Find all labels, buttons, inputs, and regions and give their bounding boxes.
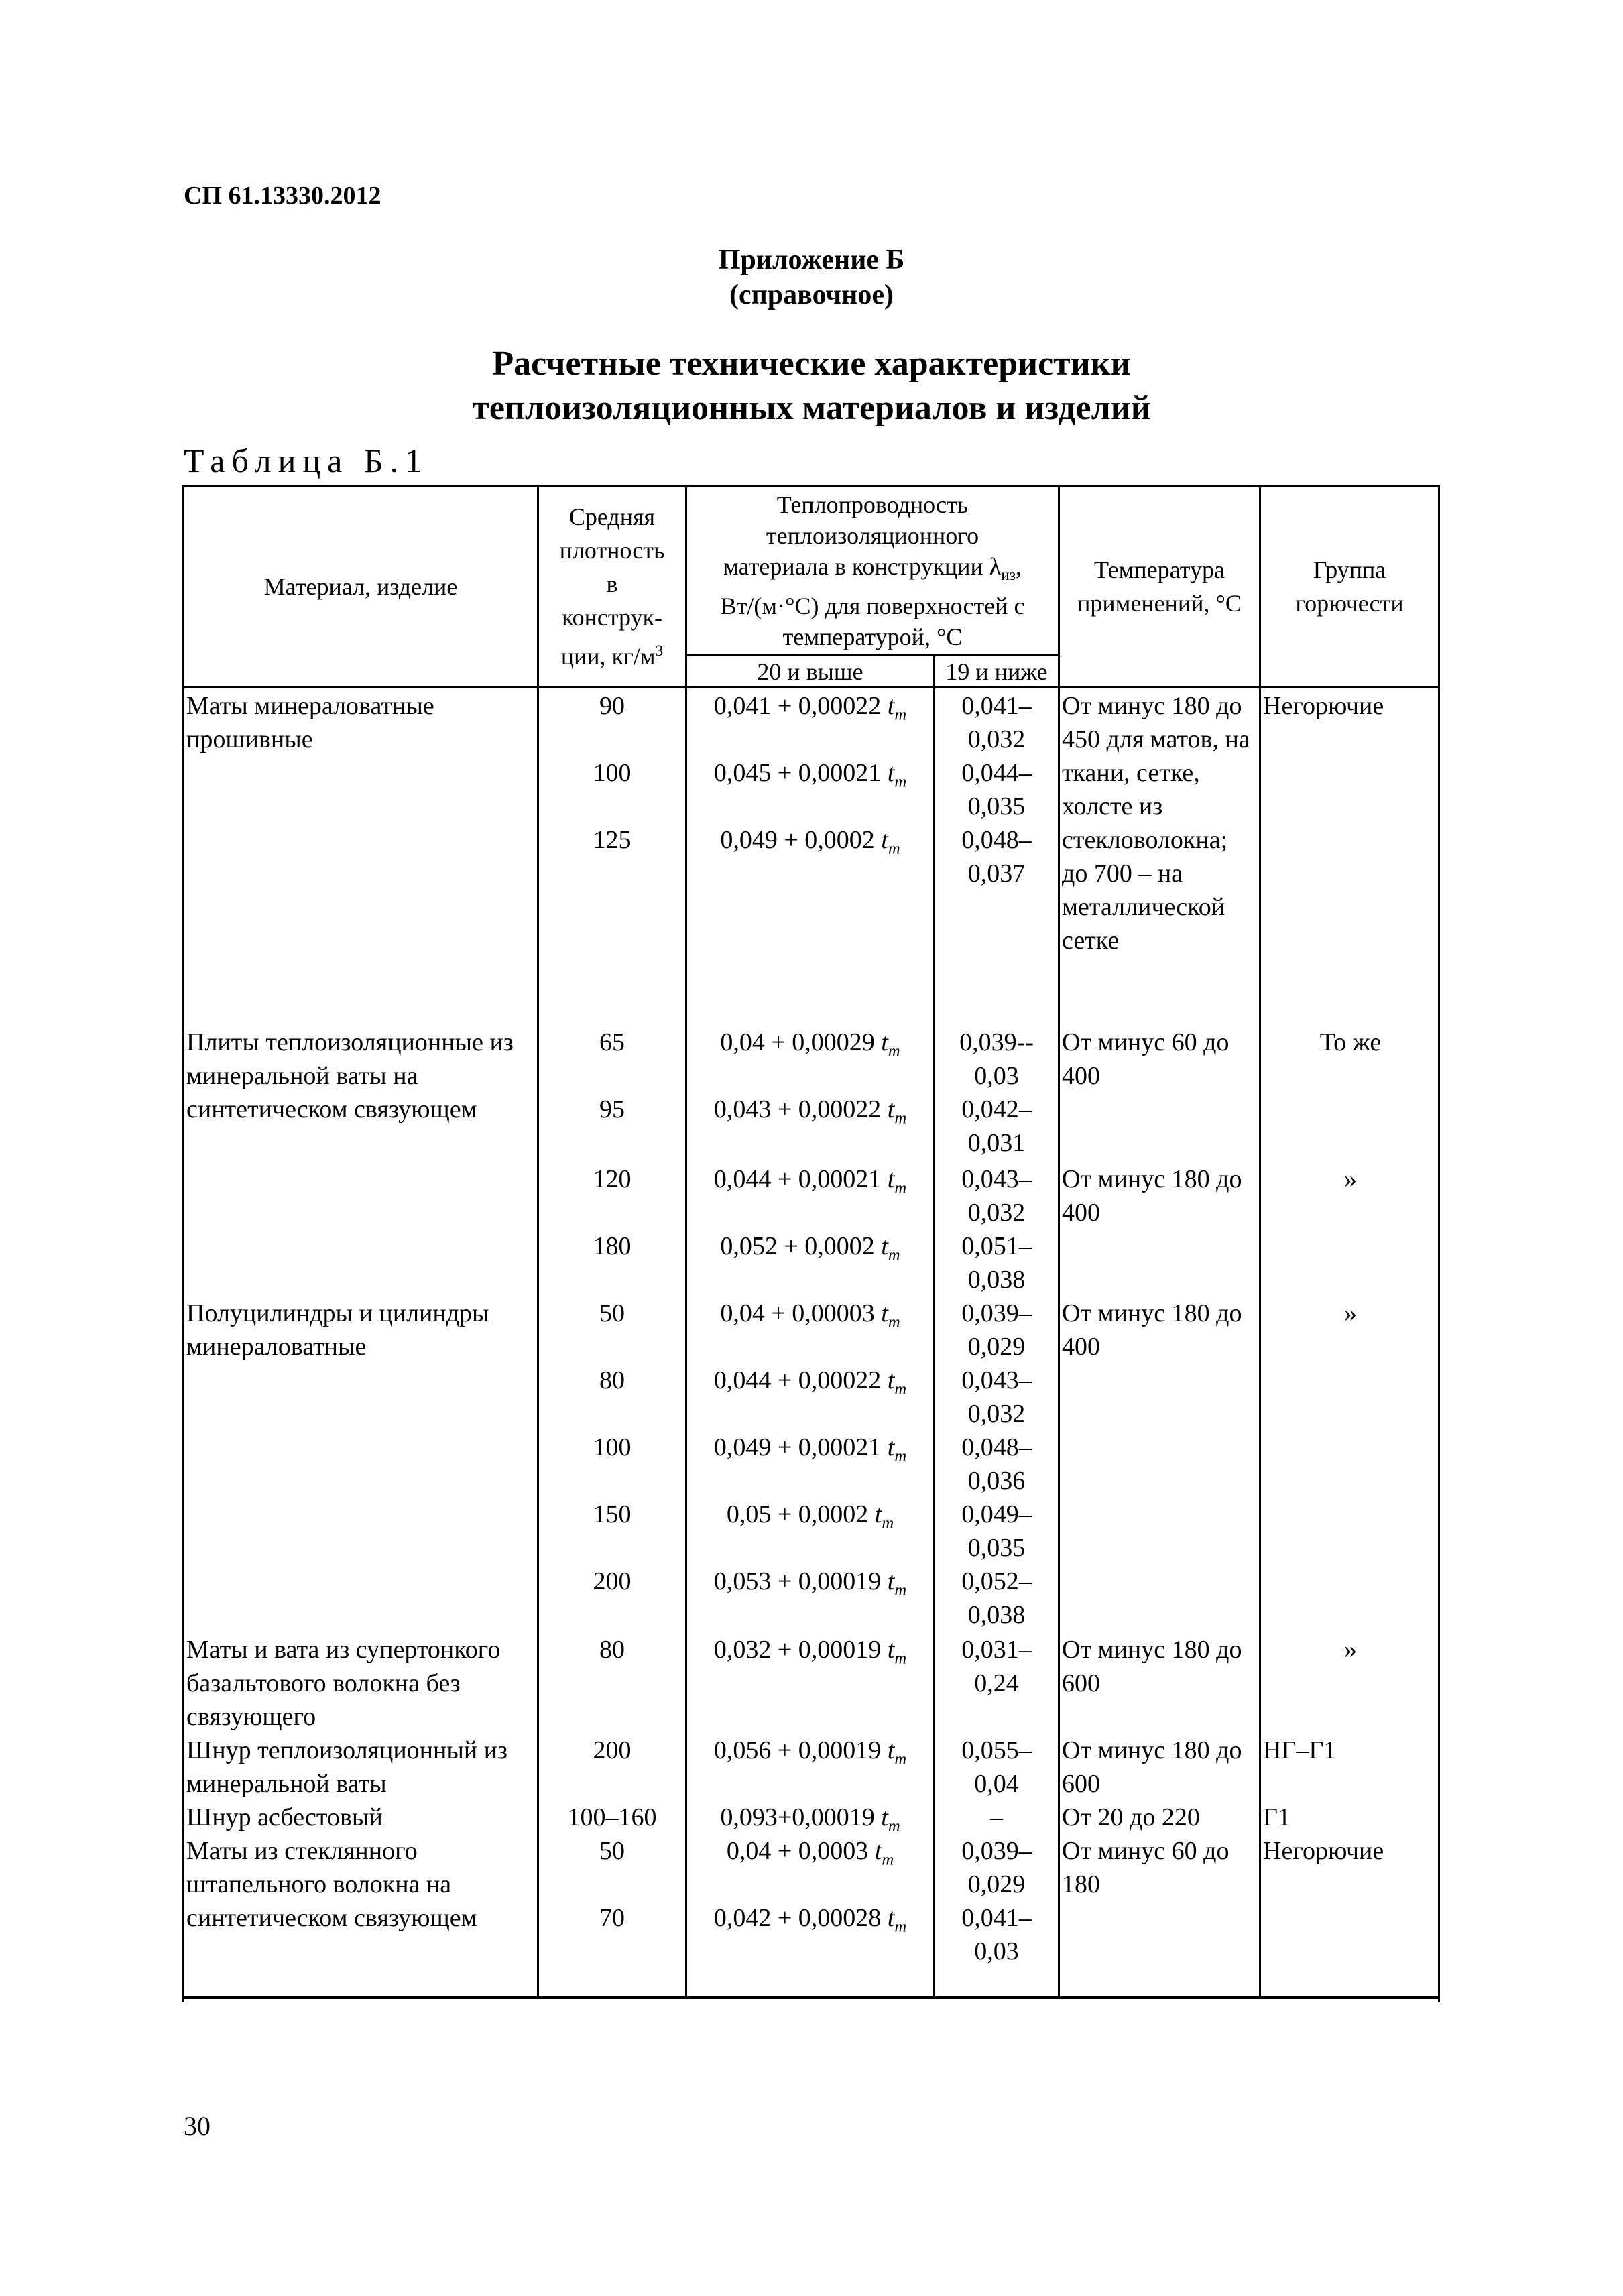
col-divider [1058, 485, 1060, 1998]
table-cell-formula: 0,053 + 0,00019 $t_m$ [713, 1567, 907, 1599]
page-title [0, 342, 1623, 430]
table-cell-density: 200 [593, 1567, 632, 1595]
table-cell-material: Плиты теплоизоляционные из минеральной ваты на синтетическом связующем [186, 1028, 514, 1124]
table-cell-temp: От минус 60 до 180 [1062, 1837, 1229, 1898]
table-cell-density: 100 [593, 759, 632, 787]
header-group: Группа горючести [1295, 556, 1404, 617]
table-cell-group: » [1344, 1165, 1357, 1193]
table-cell-temp: От минус 180 до 400 [1062, 1299, 1242, 1361]
table-cell-formula: 0,04 + 0,0003 $t_m$ [726, 1837, 894, 1869]
table-cell-low: – [990, 1803, 1003, 1831]
page-number: 30 [184, 2111, 211, 2141]
table-cell-formula: 0,032 + 0,00019 $t_m$ [713, 1636, 907, 1668]
header-conductivity: Теплопроводность теплоизоляционного материала в конструкции $\lambda_{из}$, Вт/(м·°С) для поверхностей с температурой, °С [720, 491, 1025, 651]
table-cell-low: 0,051– 0,038 [961, 1232, 1032, 1294]
table-cell-density: 150 [593, 1500, 632, 1528]
table-cell-formula: 0,049 + 0,0002 $t_m$ [720, 826, 900, 858]
table-cell-low: 0,043– 0,032 [961, 1165, 1032, 1227]
table-cell-group: Негорючие [1263, 692, 1384, 720]
table-cell-formula: 0,045 + 0,00021 $t_m$ [713, 759, 907, 791]
appendix-heading [0, 243, 1623, 312]
header-material: Материал, изделие [263, 572, 458, 600]
table-cell-low: 0,039– 0,029 [961, 1299, 1032, 1361]
table-cell-density: 65 [599, 1028, 625, 1056]
table-cell-temp: От минус 60 до 400 [1062, 1028, 1229, 1090]
table-cell-low: 0,041– 0,032 [961, 692, 1032, 753]
table-cell-material: Шнур теплоизоляционный из минеральной ваты [186, 1736, 508, 1798]
table-cell-group: Негорючие [1263, 1837, 1384, 1865]
table-cell-low: 0,031– 0,24 [961, 1636, 1032, 1697]
table-cell-low: 0,049– 0,035 [961, 1500, 1032, 1562]
header-density: Средняя плотность в конструк- ции, $кг/м^3$ [559, 503, 665, 670]
table-label: Таблица Б.1 [184, 442, 429, 479]
table-cell-temp: От минус 180 до 400 [1062, 1165, 1242, 1227]
table-cell-group: НГ–Г1 [1263, 1736, 1337, 1764]
title-line-1: Расчетные технические характеристики [492, 345, 1131, 383]
table-cell-density: 95 [599, 1095, 625, 1124]
header-cond-lo: 19 и ниже [945, 658, 1048, 685]
table-cell-formula: 0,044 + 0,00022 $t_m$ [713, 1366, 907, 1398]
table-cell-density: 100–160 [567, 1803, 657, 1831]
table-cell-group: » [1344, 1636, 1357, 1664]
table-cell-low: 0,048– 0,037 [961, 826, 1032, 888]
table-cell-formula: 0,042 + 0,00028 $t_m$ [713, 1904, 907, 1936]
appendix-name: Приложение Б [718, 245, 905, 276]
table-cell-group: То же [1319, 1028, 1382, 1056]
table-cell-low: 0,039– 0,029 [961, 1837, 1032, 1898]
document-code: СП 61.13330.2012 [184, 182, 381, 210]
table-cell-formula: 0,052 + 0,0002 $t_m$ [720, 1232, 900, 1264]
table-cell-temp: От минус 180 до 450 для матов, на ткани, сетке, холсте из стекловолокна; до 700 – на металлической сетке [1062, 692, 1250, 955]
table-cell-material: Полуцилиндры и цилиндры минераловатные [186, 1299, 489, 1361]
table-cell-density: 100 [593, 1433, 632, 1461]
table-cell-temp: От минус 180 до 600 [1062, 1636, 1242, 1697]
table-cell-group: » [1344, 1299, 1357, 1327]
table-cell-low: 0,043– 0,032 [961, 1366, 1032, 1428]
table-cell-formula: 0,049 + 0,00021 $t_m$ [713, 1433, 907, 1465]
table-cell-low: 0,055– 0,04 [961, 1736, 1032, 1798]
table-cell-density: 200 [593, 1736, 632, 1764]
table-cell-density: 180 [593, 1232, 632, 1260]
table-cell-density: 70 [599, 1904, 625, 1932]
table-cell-temp: От 20 до 220 [1062, 1803, 1200, 1831]
table-bottom-rule [182, 1996, 1440, 1999]
header-cond-hi: 20 и выше [757, 658, 863, 685]
table-cell-formula: 0,05 + 0,0002 $t_m$ [726, 1500, 894, 1532]
appendix-kind: (справочное) [729, 280, 894, 310]
table-cell-formula: 0,041 + 0,00022 $t_m$ [713, 692, 907, 724]
table-cell-temp: От минус 180 до 600 [1062, 1736, 1242, 1798]
table-cell-group: Г1 [1263, 1803, 1290, 1831]
table-cell-density: 80 [599, 1366, 625, 1394]
col-divider [1259, 485, 1261, 1998]
table-cell-formula: 0,043 + 0,00022 $t_m$ [713, 1095, 907, 1128]
table-cell-low: 0,042– 0,031 [961, 1095, 1032, 1157]
table-cell-low: 0,048– 0,036 [961, 1433, 1032, 1495]
table-cell-density: 80 [599, 1636, 625, 1664]
table-cell-density: 50 [599, 1837, 625, 1865]
table-cell-formula: 0,093+0,00019 $t_m$ [720, 1803, 900, 1835]
table-cell-formula: 0,044 + 0,00021 $t_m$ [713, 1165, 907, 1197]
table-cell-density: 125 [593, 826, 632, 854]
table-cell-density: 90 [599, 692, 625, 720]
table-cell-material: Шнур асбестовый [186, 1803, 383, 1831]
table-cell-low: 0,044– 0,035 [961, 759, 1032, 821]
table-cell-density: 120 [593, 1165, 632, 1193]
table-cell-formula: 0,056 + 0,00019 $t_m$ [713, 1736, 907, 1768]
table-cell-low: 0,052– 0,038 [961, 1567, 1032, 1629]
table-cell-low: 0,041– 0,03 [961, 1904, 1032, 1966]
table-cell-formula: 0,04 + 0,00003 $t_m$ [720, 1299, 900, 1331]
table-cell-formula: 0,04 + 0,00029 $t_m$ [720, 1028, 900, 1061]
table-cell-density: 50 [599, 1299, 625, 1327]
table-cell-material: Маты минераловатные прошивные [186, 692, 434, 753]
table-cell-material: Маты из стеклянного штапельного волокна на синтетическом связующем [186, 1837, 477, 1932]
header-temperature: Температура применений, °С [1077, 556, 1242, 617]
table-cell-material: Маты и вата из супертонкого базальтового волокна без связующего [186, 1636, 501, 1731]
table-cell-low: 0,039-- 0,03 [959, 1028, 1034, 1090]
title-line-2: теплоизоляционных материалов и изделий [472, 389, 1151, 427]
